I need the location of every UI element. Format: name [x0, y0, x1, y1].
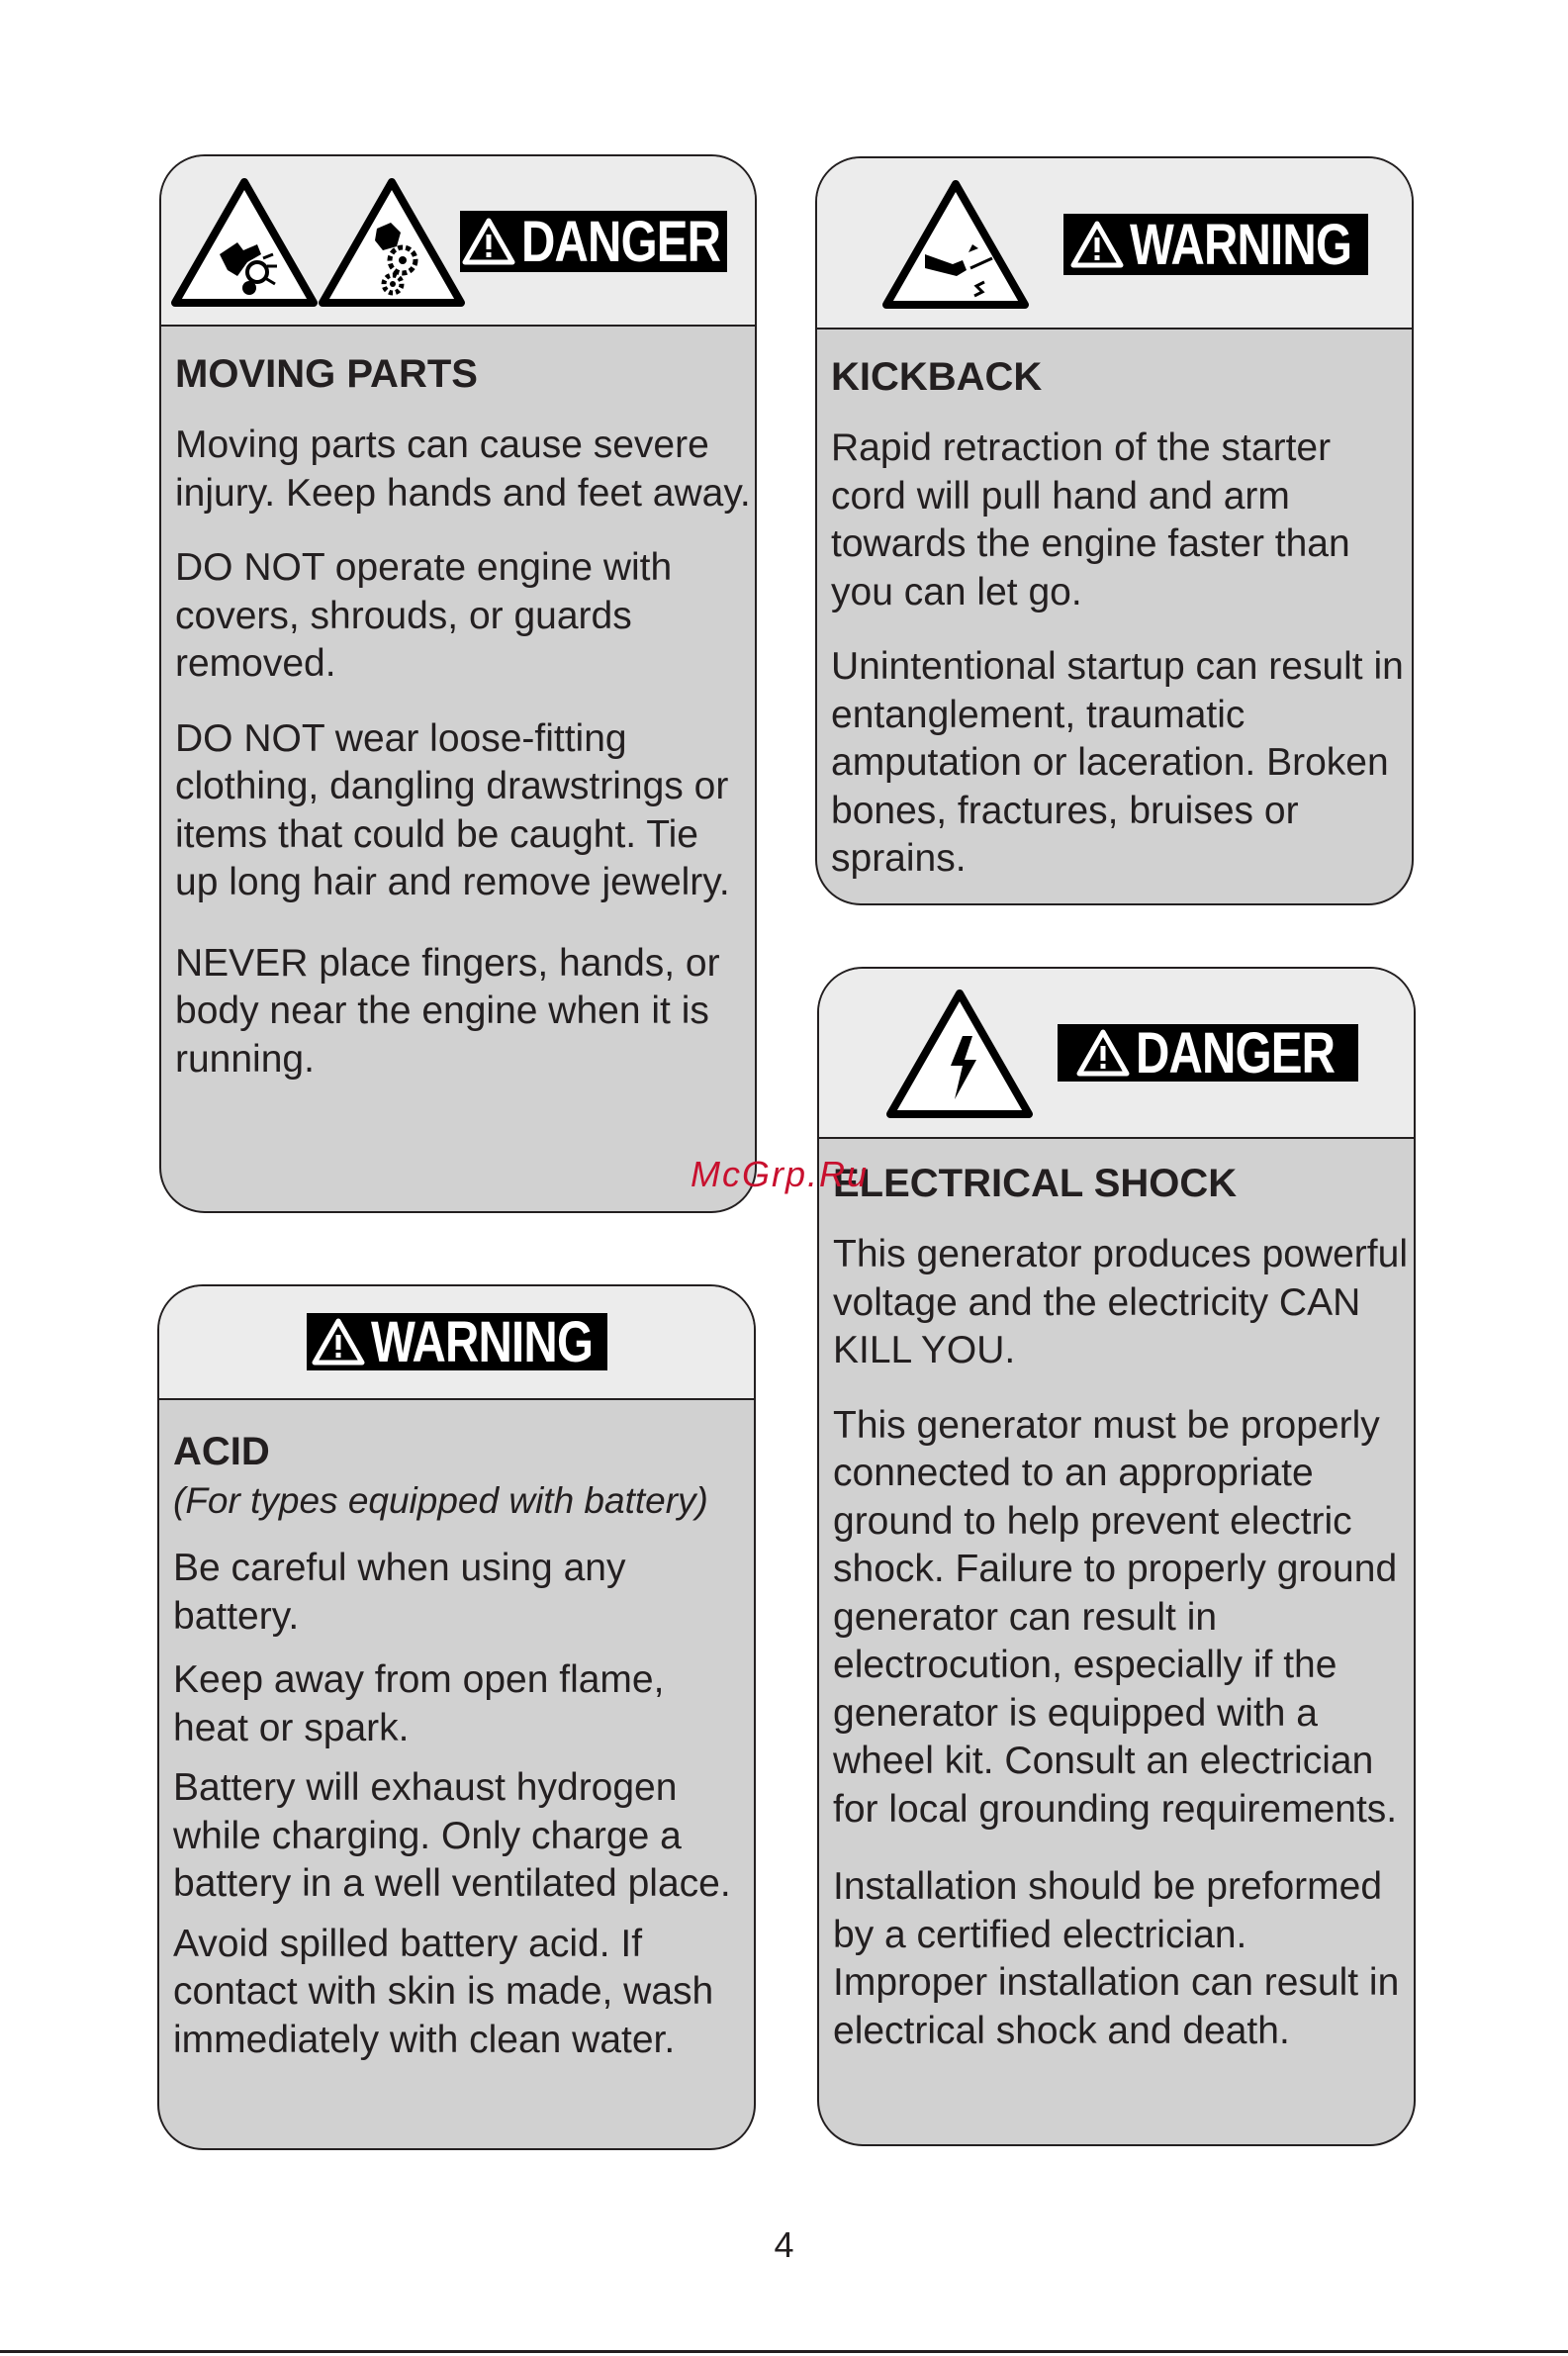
badge-label: DANGER: [1136, 1020, 1336, 1085]
page-number: 4: [774, 2224, 794, 2265]
card-title: ACID: [173, 1430, 270, 1473]
acid-card: [157, 1284, 756, 2150]
acid-card-header: [159, 1286, 754, 1400]
page-bottom-rule: [0, 2350, 1568, 2353]
card-paragraph: Unintentional startup can result in entanglement, traumatic amputation or laceration. Broken bones, fractures, bruises or sprains.: [831, 645, 1404, 880]
card-paragraph: Rapid retraction of the starter cord will pull hand and arm towards the engine faster than you can let go.: [831, 426, 1350, 613]
moving-parts-card-body: [175, 350, 751, 1084]
warning-triangle-icon: [312, 1318, 365, 1366]
kickback-card-header: [817, 158, 1412, 330]
badge-label: WARNING: [1130, 212, 1352, 277]
card-paragraph: DO NOT operate engine with covers, shrouds, or guards removed.: [175, 546, 673, 685]
card-title: ELECTRICAL SHOCK: [833, 1162, 1238, 1205]
lightning-bolt-icon: [885, 989, 1034, 1119]
card-paragraph: DO NOT wear loose-fitting clothing, dangling drawstrings or items that could be caught. Tie up long hair and remove jewelry.: [175, 716, 730, 903]
kickback-card-body: [831, 353, 1408, 884]
moving-parts-card: [159, 154, 757, 1213]
danger-badge: [1058, 1020, 1358, 1085]
badge-label: DANGER: [521, 209, 721, 274]
card-title: MOVING PARTS: [175, 352, 478, 396]
danger-badge: [460, 211, 727, 272]
badge-label: WARNING: [371, 1309, 594, 1374]
electrical-shock-card-body: [833, 1160, 1410, 2055]
card-paragraph: This generator must be properly connected to an appropriate ground to help prevent electric shock. Failure to properly ground generator can result in electrocution, especially if the generator is equipped with a wheel kit. Consult an electrician for local grounding requirements.: [833, 1403, 1398, 1831]
warning-triangle-icon: [1070, 221, 1124, 268]
starter-cord-kickback-icon: [881, 179, 1030, 310]
acid-card-body: [173, 1428, 750, 2064]
warning-triangle-icon: [462, 218, 515, 265]
electrical-shock-card: [817, 967, 1416, 2146]
hand-gears-icon: [318, 177, 466, 308]
card-paragraph: Moving parts can cause severe injury. Keep hands and feet away.: [175, 424, 751, 515]
card-paragraph: Installation should be preformed by a certified electrician. Improper installation can result in electrical shock and death.: [833, 1865, 1400, 2052]
kickback-card: [815, 156, 1414, 905]
watermark: McGrp.Ru: [691, 1154, 870, 1194]
card-paragraph: Keep away from open flame, heat or spark.: [173, 1658, 665, 1749]
card-paragraph: Be careful when using any battery.: [173, 1547, 626, 1638]
card-paragraph: Battery will exhaust hydrogen while charging. Only charge a battery in a well ventilated place.: [173, 1766, 731, 1905]
card-paragraph: Avoid spilled battery acid. If contact with skin is made, wash immediately with clean water.: [173, 1922, 714, 2061]
card-paragraph: NEVER place fingers, hands, or body near the engine when it is running.: [175, 941, 720, 1081]
moving-parts-card-header: [161, 156, 755, 327]
card-subtitle: (For types equipped with battery): [173, 1480, 708, 1521]
warning-badge: [1063, 214, 1368, 275]
hand-entanglement-icon: [170, 177, 319, 308]
electrical-shock-card-header: [819, 969, 1414, 1139]
card-paragraph: This generator produces powerful voltage and the electricity CAN KILL YOU.: [833, 1233, 1408, 1371]
card-title: KICKBACK: [831, 355, 1043, 399]
warning-triangle-icon: [1076, 1029, 1130, 1077]
warning-badge: [307, 1309, 607, 1374]
